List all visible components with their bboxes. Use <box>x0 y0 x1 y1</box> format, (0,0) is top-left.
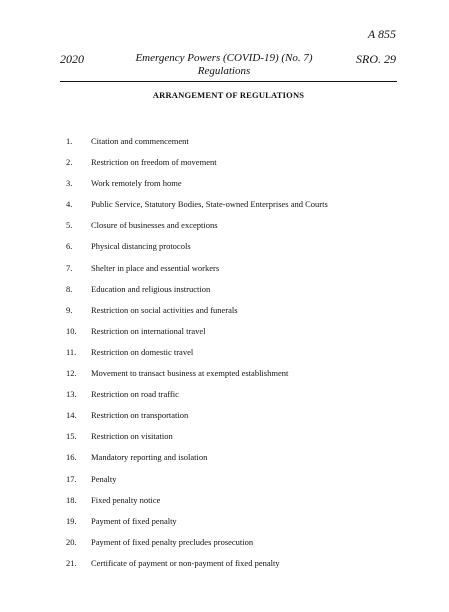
regulation-title: Physical distancing protocols <box>91 241 191 252</box>
regulation-title: Closure of businesses and exceptions <box>91 220 218 231</box>
regulation-title: Restriction on international travel <box>91 325 206 336</box>
page-number: A 855 <box>367 27 396 41</box>
regulation-number: 11. <box>66 346 77 357</box>
regulation-number: 2. <box>66 157 73 168</box>
regulation-title: Restriction on road traffic <box>91 389 179 400</box>
regulation-number: 4. <box>66 199 73 210</box>
header-sro-number: SRO. 29 <box>356 52 396 66</box>
regulation-title: Certificate of payment or non-payment of fixed penalty <box>91 557 280 568</box>
regulation-title: Penalty <box>91 473 117 484</box>
regulation-title: Mandatory reporting and isolation <box>91 452 208 463</box>
regulation-title: Restriction on domestic travel <box>91 346 194 357</box>
regulation-title: Work remotely from home <box>91 178 182 189</box>
regulation-title: Shelter in place and essential workers <box>91 262 220 273</box>
regulation-number: 21. <box>66 557 77 568</box>
regulation-title: Restriction on transportation <box>91 410 189 421</box>
header-title-line-1: Emergency Powers (COVID-19) (No. 7) <box>135 52 313 64</box>
header-title <box>110 52 338 78</box>
regulation-number: 8. <box>66 283 73 294</box>
regulation-number: 19. <box>66 515 77 526</box>
regulation-number: 14. <box>66 410 77 421</box>
regulation-number: 17. <box>66 473 77 484</box>
regulation-title: Payment of fixed penalty <box>91 515 177 526</box>
regulation-number: 6. <box>66 241 73 252</box>
regulation-number: 3. <box>66 178 73 189</box>
regulation-number: 7. <box>66 262 73 273</box>
regulation-number: 10. <box>66 325 77 336</box>
regulation-number: 12. <box>66 368 77 379</box>
regulation-title: Citation and commencement <box>91 136 189 146</box>
regulation-number: 5. <box>66 220 73 231</box>
section-heading: ARRANGEMENT OF REGULATIONS <box>152 90 305 100</box>
header-year: 2020 <box>60 52 84 66</box>
regulation-title: Public Service, Statutory Bodies, State-owned Enterprises and Courts <box>91 199 328 210</box>
regulation-title: Restriction on social activities and funerals <box>91 304 238 315</box>
regulation-number: 9. <box>66 304 73 315</box>
regulation-number: 1. <box>66 136 73 146</box>
regulation-number: 13. <box>66 389 77 400</box>
regulation-number: 16. <box>66 452 77 463</box>
header-title-line-2: Regulations <box>197 65 251 77</box>
regulation-number: 20. <box>66 536 77 547</box>
regulation-title: Fixed penalty notice <box>91 494 161 505</box>
regulation-title: Payment of fixed penalty precludes prosecution <box>91 536 254 547</box>
regulation-title: Restriction on freedom of movement <box>91 157 217 168</box>
regulation-title: Education and religious instruction <box>91 283 211 294</box>
regulation-title: Restriction on visitation <box>91 431 173 442</box>
regulation-number: 15. <box>66 431 77 442</box>
regulation-title: Movement to transact business at exempted establishment <box>91 368 289 379</box>
header-divider <box>60 81 397 82</box>
regulation-number: 18. <box>66 494 77 505</box>
